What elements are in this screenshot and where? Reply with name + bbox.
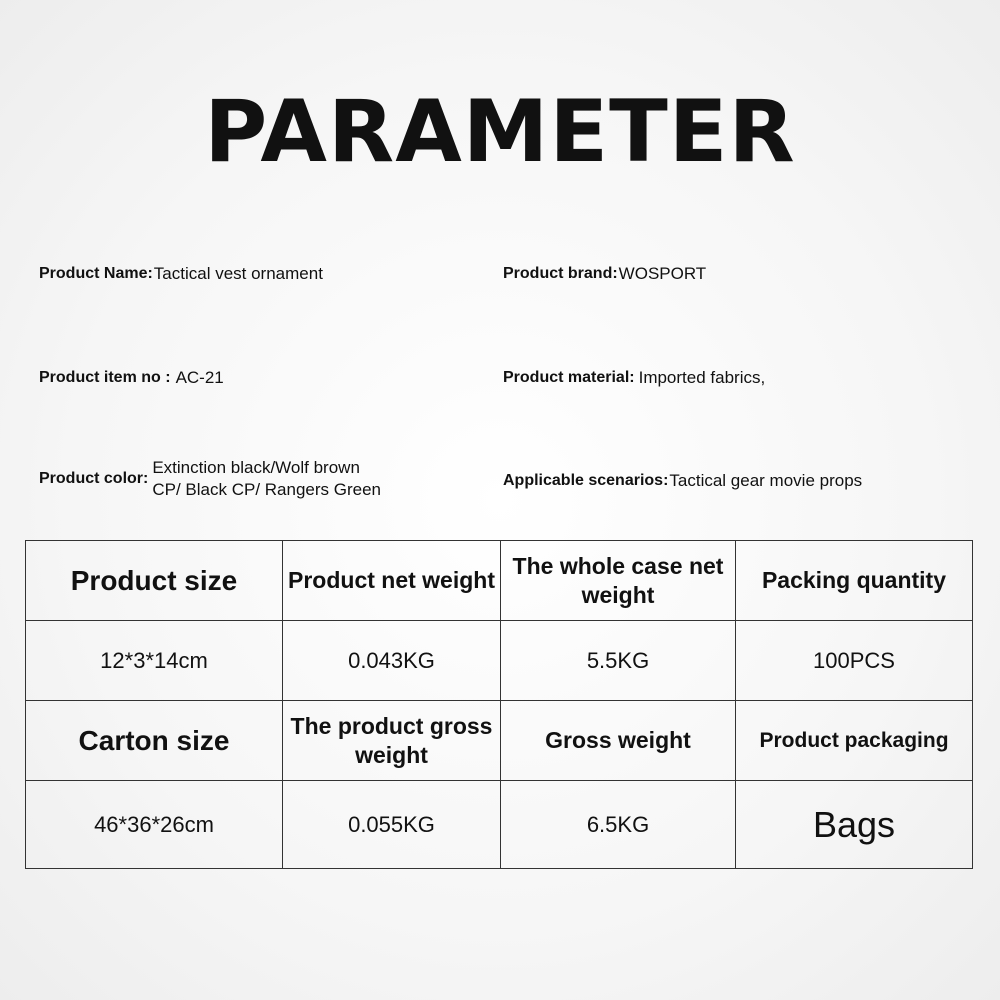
header-cell: The product gross weight (283, 701, 501, 781)
header-cell: Product packaging (736, 701, 973, 781)
table-row (26, 621, 973, 701)
header-cell: Gross weight (501, 701, 736, 781)
value-cell: 6.5KG (501, 781, 736, 869)
spec-value: WOSPORT (618, 264, 707, 283)
value-cell: Bags (736, 781, 973, 869)
parameter-table (25, 540, 973, 869)
spec-material (503, 368, 765, 388)
spec-value: Tactical gear movie props (669, 471, 863, 490)
color-line-1: Extinction black/Wolf brown (152, 458, 360, 477)
spec-label: Product brand: (503, 265, 618, 282)
spec-item-no (39, 368, 224, 388)
header-cell: Product size (26, 541, 283, 621)
spec-label: Product Name: (39, 265, 153, 282)
spec-product-brand (503, 264, 706, 284)
page-title: PARAMETER (204, 82, 796, 182)
spec-product-name (39, 264, 323, 284)
spec-value: AC-21 (175, 368, 224, 387)
value-cell: 12*3*14cm (26, 621, 283, 701)
header-cell: Product net weight (283, 541, 501, 621)
spec-label: Applicable scenarios: (503, 472, 669, 489)
value-cell: 46*36*26cm (26, 781, 283, 869)
spec-label: Product item no : (39, 369, 171, 386)
value-cell: 0.055KG (283, 781, 501, 869)
spec-value: Imported fabrics, (638, 368, 766, 387)
value-cell: 100PCS (736, 621, 973, 701)
header-cell: Packing quantity (736, 541, 973, 621)
table-header-row (26, 701, 973, 781)
header-cell: Carton size (26, 701, 283, 781)
value-cell: 5.5KG (501, 621, 736, 701)
spec-label: Product material: (503, 369, 635, 386)
table-header-row (26, 541, 973, 621)
spec-label: Product color: (39, 470, 149, 487)
value-cell: 0.043KG (283, 621, 501, 701)
spec-value: Tactical vest ornament (153, 264, 323, 283)
header-cell: The whole case net weight (501, 541, 736, 621)
spec-color (39, 457, 381, 501)
spec-value (152, 457, 381, 501)
spec-scenarios (503, 471, 862, 491)
color-line-2: CP/ Black CP/ Rangers Green (152, 480, 381, 499)
table-row (26, 781, 973, 869)
